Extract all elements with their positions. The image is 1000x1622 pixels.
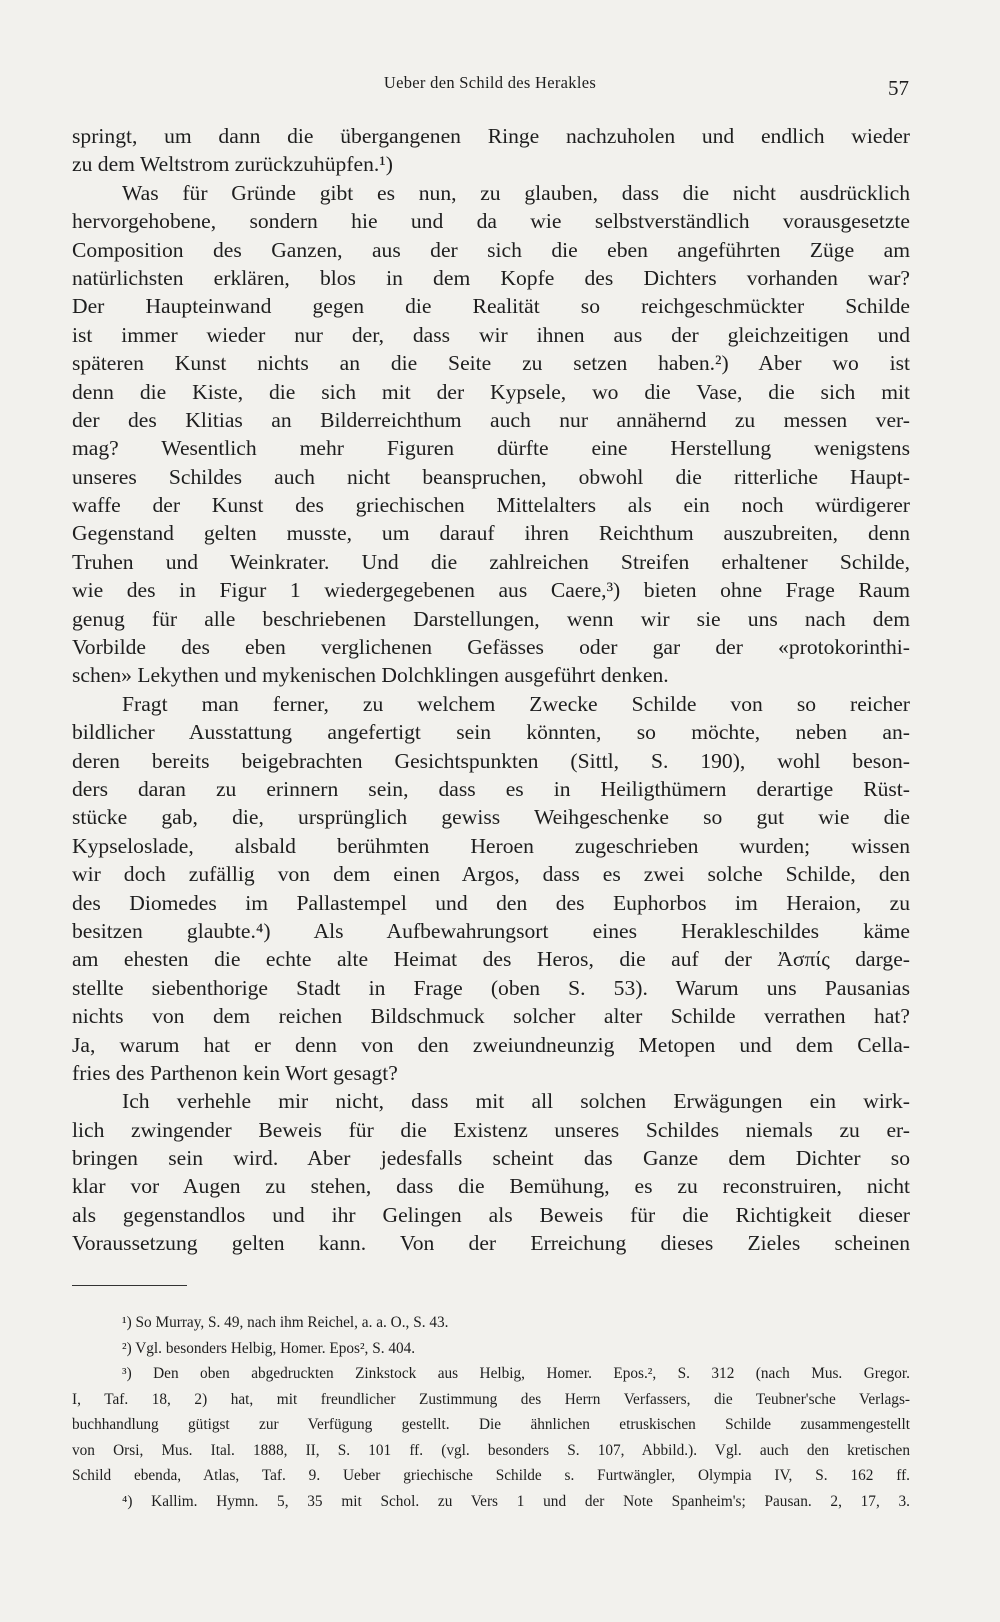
text-line: Kypseloslade, alsbald berühmten Heroen zugeschrieben wurden; wissen xyxy=(72,833,910,858)
text-line: unseres Schildes auch nicht beanspruchen, obwohl die ritterliche Haupt- xyxy=(72,464,910,489)
text-line: Truhen und Weinkrater. Und die zahlreichen Streifen erhaltener Schilde, xyxy=(72,549,910,574)
running-title: Ueber den Schild des Herakles xyxy=(383,73,597,92)
text-line: ders daran zu erinnern sein, dass es in Heiligthümern derartige Rüst- xyxy=(72,776,910,801)
text-line: lich zwingender Beweis für die Existenz unseres Schildes niemals zu er- xyxy=(72,1117,910,1142)
text-line: wie des in Figur 1 wiedergegebenen aus Caere,³) bieten ohne Frage Raum xyxy=(72,578,910,603)
text-line: schen» Lekythen und mykenischen Dolchklingen ausgeführt denken. xyxy=(72,663,669,688)
text-line: Ja, warum hat er denn von den zweiundneunzig Metopen und dem Cella- xyxy=(72,1032,910,1057)
footnote-line: von Orsi, Mus. Ital. 1888, II, S. 101 ff. (vgl. besonders S. 107, Abbild.). Vgl. auch den kretischen xyxy=(72,1441,910,1459)
text-line: Ich verhehle mir nicht, dass mit all solchen Erwägungen ein wirk- xyxy=(122,1089,910,1114)
text-line: klar vor Augen zu stehen, dass die Bemühung, es zu reconstruiren, nicht xyxy=(72,1174,910,1199)
text-line: Composition des Ganzen, aus der sich die eben angeführten Züge am xyxy=(72,237,910,262)
footnote-line: ⁴) Kallim. Hymn. 5, 35 mit Schol. zu Vers 1 und der Note Spanheim's; Pausan. 2, 17, 3. xyxy=(122,1492,910,1510)
footnote-line: Schild ebenda, Atlas, Taf. 9. Ueber griechische Schilde s. Furtwängler, Olympia IV, S. 162 ff. xyxy=(72,1467,910,1484)
text-line: besitzen glaubte.⁴) Als Aufbewahrungsort eines Herakleschildes käme xyxy=(72,918,910,943)
footnote-line: I, Taf. 18, 2) hat, mit freundlicher Zustimmung des Herrn Verfassers, die Teubner'sche Verlags- xyxy=(72,1390,910,1408)
text-line: des Diomedes im Pallastempel und den des Euphorbos im Heraion, zu xyxy=(72,890,910,915)
text-line: bildlicher Ausstattung angefertigt sein könnten, so möchte, neben an- xyxy=(72,720,910,745)
text-line: Voraussetzung gelten kann. Von der Erreichung dieses Zieles scheinen xyxy=(72,1231,910,1256)
text-line: am ehesten die echte alte Heimat des Heros, die auf der Ἀσπίς darge- xyxy=(72,947,910,972)
text-line: Gegenstand gelten musste, um darauf ihren Reichthum auszubreiten, denn xyxy=(72,521,910,546)
page-number: 57 xyxy=(888,76,909,100)
text-line: springt, um dann die übergangenen Ringe nachzuholen und endlich wieder xyxy=(72,124,910,148)
footnote-rule xyxy=(72,1285,187,1286)
main-text xyxy=(72,122,910,1258)
text-line: zu dem Weltstrom zurückzuhüpfen.¹) xyxy=(72,152,393,177)
text-line: wir doch zufällig von dem einen Argos, dass es zwei solche Schilde, den xyxy=(72,862,910,887)
footnote-line: ³) Den oben abgedruckten Zinkstock aus Helbig, Homer. Epos.², S. 312 (nach Mus. Gregor. xyxy=(122,1365,910,1382)
footnote-line: buchhandlung gütigst zur Verfügung gestellt. Die ähnlichen etruskischen Schilde zusammengestellt xyxy=(72,1416,910,1433)
text-line: stellte siebenthorige Stadt in Frage (oben S. 53). Warum uns Pausanias xyxy=(72,975,910,1000)
text-line: natürlichsten erklären, blos in dem Kopfe des Dichters vorhanden war? xyxy=(72,265,910,290)
text-line: genug für alle beschriebenen Darstellungen, wenn wir sie uns nach dem xyxy=(72,606,910,631)
text-line: denn die Kiste, die sich mit der Kypsele, wo die Vase, die sich mit xyxy=(72,379,910,404)
text-line: ist immer wieder nur der, dass wir ihnen aus der gleichzeitigen und xyxy=(72,322,910,347)
text-line: bringen sein wird. Aber jedesfalls scheint das Ganze dem Dichter so xyxy=(72,1146,910,1171)
text-line: deren bereits beigebrachten Gesichtspunkten (Sittl, S. 190), wohl beson- xyxy=(72,748,910,773)
text-line: späteren Kunst nichts an die Seite zu setzen haben.²) Aber wo ist xyxy=(72,351,910,376)
text-line: fries des Parthenon kein Wort gesagt? xyxy=(72,1060,398,1085)
text-line: waffe der Kunst des griechischen Mittelalters als ein noch würdigerer xyxy=(72,493,910,518)
text-line: Was für Gründe gibt es nun, zu glauben, dass die nicht ausdrücklich xyxy=(122,180,910,205)
text-line: Vorbilde des eben verglichenen Gefässes oder gar der «protokorinthi- xyxy=(72,635,910,660)
text-line: der des Klitias an Bilderreichthum auch nur annähernd zu messen ver- xyxy=(72,407,910,432)
text-line: mag? Wesentlich mehr Figuren dürfte eine Herstellung wenigstens xyxy=(72,436,910,461)
text-line: hervorgehobene, sondern hie und da wie selbstverständlich vorausgesetzte xyxy=(72,209,910,234)
footnotes xyxy=(72,1310,910,1514)
text-line: stücke gab, die, ursprünglich gewiss Weihgeschenke so gut wie die xyxy=(72,805,910,830)
text-line: Der Haupteinwand gegen die Realität so reichgeschmückter Schilde xyxy=(72,294,910,319)
text-line: als gegenstandlos und ihr Gelingen als Beweis für die Richtigkeit dieser xyxy=(72,1202,910,1227)
footnote-line: ¹) So Murray, S. 49, nach ihm Reichel, a. a. O., S. 43. xyxy=(122,1314,449,1331)
text-line: Fragt man ferner, zu welchem Zwecke Schilde von so reicher xyxy=(122,691,910,716)
text-line: nichts von dem reichen Bildschmuck solcher alter Schilde verrathen hat? xyxy=(72,1004,910,1029)
footnote-line: ²) Vgl. besonders Helbig, Homer. Epos², S. 404. xyxy=(122,1339,416,1357)
